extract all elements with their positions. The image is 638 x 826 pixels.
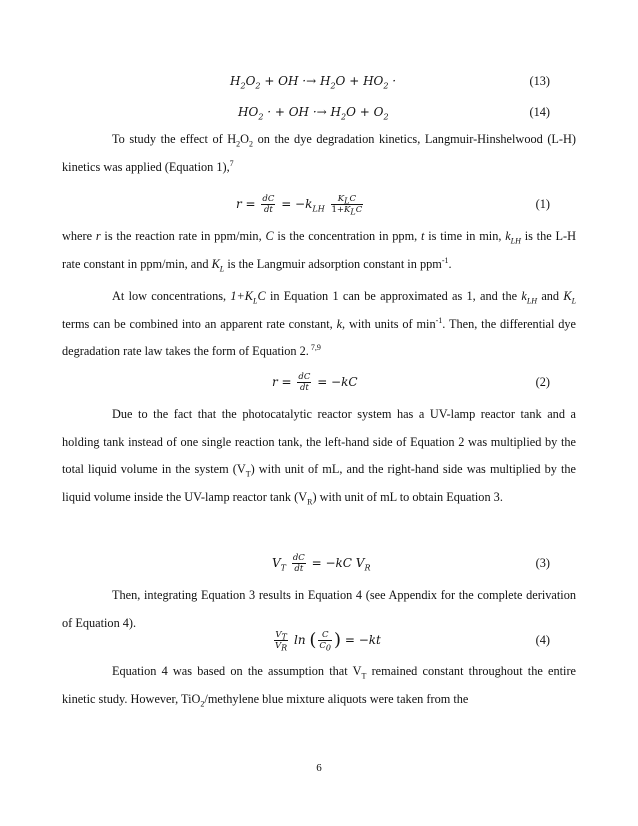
equation-2 (0, 370, 638, 394)
equation-13-number: (13) (529, 74, 550, 88)
equation-14 (0, 100, 638, 124)
paragraph-variable-definitions: where r is the reaction rate in ppm/min, C is the concentration in ppm, t is time in min, $k_{LH}$ is the L-H rate constant in ppm/min, and $K_L$ is the Langmuir adsorption constant in ppm$^{-1}$. (62, 229, 576, 274)
paragraph-apparent-rate-constant: At low concentrations, $1+K_LC$ in Equation 1 can be approximated as 1, and the $k_{LH}$ and $K_L$ terms can be combined into an apparent rate constant, k, with units of $\min^{-1}$. Then, the differential dye degradation rate law takes the form of Equation 2. $^{7,9}$ (62, 289, 577, 359)
equation-4-number: (4) (535, 633, 550, 647)
equation-13 (0, 69, 638, 93)
equation-3-expression: $V_T$ $\frac{dC}{dt}$ = −kC $V_R$ (272, 553, 371, 574)
equation-2-expression: r = $\frac{dC}{dt}$ = −kC (272, 372, 358, 393)
equation-1 (0, 192, 638, 216)
equation-3-number: (3) (535, 556, 550, 570)
equation-4-expression: $\frac{V_T}{V_R}$ ln ( $\frac{C}{C_0}$ ) = −kt (275, 629, 381, 653)
equation-3 (0, 551, 638, 575)
paragraph-integration: Then, integrating Equation 3 results in Equation 4 (see Appendix for the complete derivation of Equation 4). (62, 588, 576, 630)
equation-14-expression: $HO_2$ · + OH ·→ $H_2O + O_2$ (238, 105, 389, 122)
equation-4 (0, 622, 638, 658)
equation-13-expression: $H_2O_2$ + OH ·→ $H_2O + HO_2$ · (230, 74, 397, 91)
paragraph-assumption: Equation 4 was based on the assumption that $V_T$ remained constant throughout the entire kinetic study. However, TiO$_2$/methylene blue mixture aliquots were taken from the (62, 664, 576, 709)
page-number: 6 (316, 762, 322, 774)
equation-1-number: (1) (535, 197, 550, 211)
paragraph-reactor-volume: Due to the fact that the photocatalytic reactor system has a UV-lamp reactor tank and a holding tank instead of one single reaction tank, the left-hand side of Equation 2 was multiplied by the total liquid volume in the system $(V_T)$ with unit of mL, and the right-hand side was multiplied by the liquid volume inside the UV-lamp reactor tank $(V_R)$ with unit of mL to obtain Equation 3. (62, 407, 576, 507)
equation-1-expression: r = $\frac{dC}{dt}$ = $-k_{LH}$ $\frac{K_LC}{1+K_LC}$ (236, 194, 363, 217)
paragraph-lh-kinetics-intro: To study the effect of $H_2O_2$ on the dye degradation kinetics, Langmuir-Hinshelwood (L-H) kinetics was applied (Equation 1),$^7$ (62, 132, 576, 174)
equation-14-number: (14) (529, 105, 550, 119)
equation-2-number: (2) (535, 375, 550, 389)
